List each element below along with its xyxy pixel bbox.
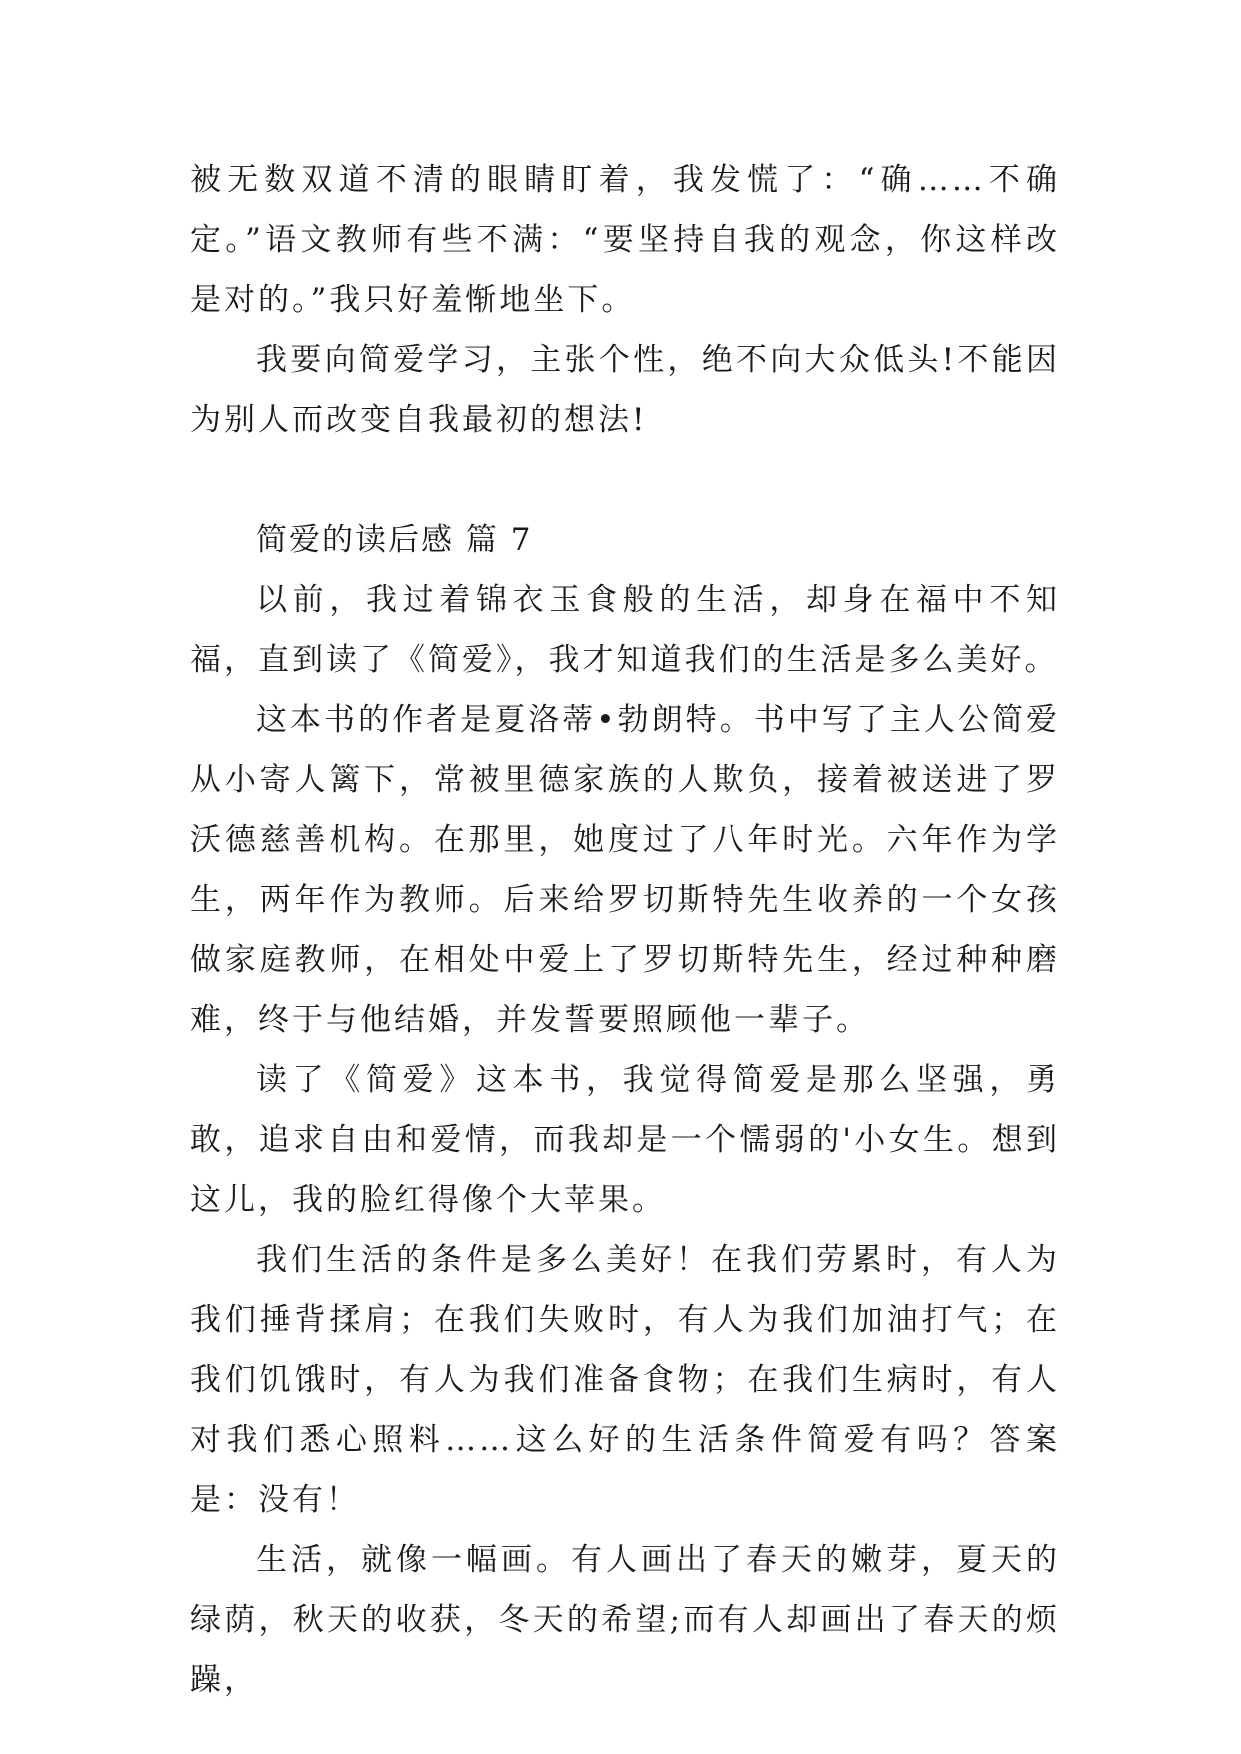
paragraph: 这本书的作者是夏洛蒂•勃朗特。书中写了主人公简爱从小寄人篱下，常被里德家族的人欺负，接着被送进了罗沃德慈善机构。在那里，她度过了八年时光。六年作为学生，两年作为教师。后来给罗切斯特先生收养的一个女孩做家庭教师，在相处中爱上了罗切斯特先生，经过种种磨难，终于与他结婚，并发誓要照顾他一辈子。 [190,702,1060,1038]
essay-heading-title: 简爱的读后感 [256,522,454,558]
essay-heading-number: 篇 7 [465,522,533,558]
paragraph: 被无数双道不清的眼睛盯着，我发慌了：“确……不确定。”语文教师有些不满：“要坚持自我的观念，你这样改是对的。”我只好羞惭地坐下。 [190,162,1060,318]
paragraph: 我们生活的条件是多么美好！在我们劳累时，有人为我们捶背揉肩；在我们失败时，有人为我们加油打气；在我们饥饿时，有人为我们准备食物；在我们生病时，有人对我们悉心照料……这么好的生活条件简爱有吗？答案是：没有！ [190,1242,1060,1518]
essay-heading [190,510,1060,570]
paragraph: 以前，我过着锦衣玉食般的生活，却身在福中不知福，直到读了《简爱》，我才知道我们的生活是多么美好。 [190,582,1060,678]
document-body [190,150,1060,1710]
section-previous-essay-ending [190,150,1060,450]
paragraph: 生活，就像一幅画。有人画出了春天的嫩芽，夏天的绿荫，秋天的收获，冬天的希望;而有人却画出了春天的烦躁， [190,1542,1060,1698]
paragraph: 读了《简爱》这本书，我觉得简爱是那么坚强，勇敢，追求自由和爱情，而我却是一个懦弱的'小女生。想到这儿，我的脸红得像个大苹果。 [190,1062,1060,1218]
paragraph: 我要向简爱学习，主张个性，绝不向大众低头!不能因为别人而改变自我最初的想法! [190,342,1060,438]
section-essay-7 [190,570,1060,1710]
